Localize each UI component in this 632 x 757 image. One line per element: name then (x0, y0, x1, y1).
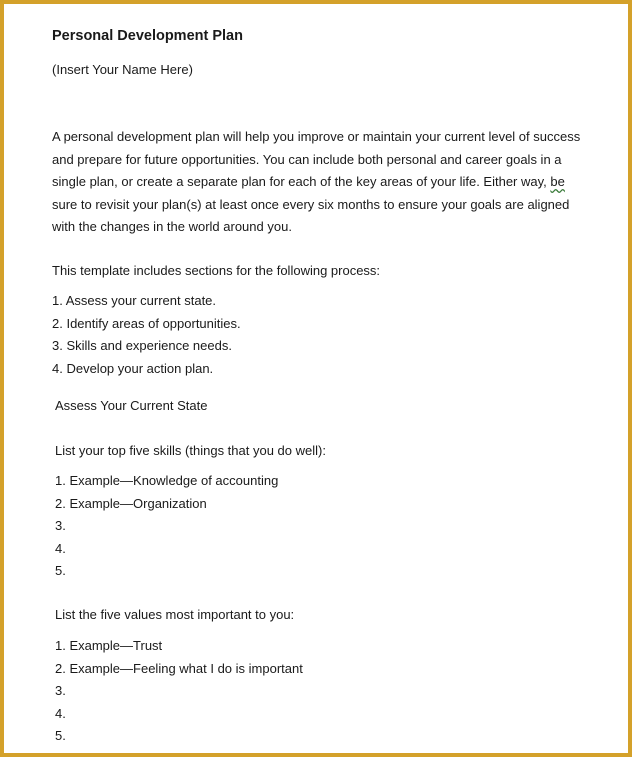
intro-paragraph (52, 126, 592, 239)
name-placeholder: (Insert Your Name Here) (52, 62, 193, 77)
values-prompt: List the five values most important to you: (55, 607, 295, 622)
process-step: 4. Develop your action plan. (52, 360, 214, 376)
skills-prompt: List your top five skills (things that you do well): (55, 443, 326, 458)
intro-line: A personal development plan will help you improve or maintain your current level of success (52, 129, 581, 144)
values-item: 5. (55, 728, 66, 743)
skills-item: 1. Example—Knowledge of accounting (55, 473, 279, 488)
process-step: 3. Skills and experience needs. (52, 338, 232, 353)
intro-line: sure to revisit your plan(s) at least once every six months to ensure your goals are aligned (52, 196, 570, 212)
skills-item: 2. Example—Organization (55, 495, 207, 511)
skills-item: 3. (55, 518, 66, 533)
intro-line: and prepare for future opportunities. You can include both personal and career goals in a (52, 151, 562, 167)
values-item: 2. Example—Feeling what I do is important (55, 660, 303, 676)
skills-item: 4. (55, 540, 66, 556)
skills-list (55, 470, 278, 583)
values-item: 1. Example—Trust (55, 638, 163, 653)
intro-line: with the changes in the world around you. (52, 219, 292, 234)
process-step: 2. Identify areas of opportunities. (52, 315, 241, 331)
section-heading: Assess Your Current State (55, 398, 208, 413)
values-item: 3. (55, 683, 66, 698)
values-item: 4. (55, 705, 66, 721)
intro-line-text: single plan, or create a separate plan for each of the key areas of your life. Either way, (52, 174, 547, 189)
process-step: 1. Assess your current state. (52, 293, 217, 308)
process-steps-list (52, 290, 241, 380)
document-title: Personal Development Plan (52, 28, 243, 44)
intro-line (52, 171, 592, 194)
process-lead: This template includes sections for the following process: (52, 263, 381, 278)
spellcheck-word: be (550, 174, 565, 189)
values-list (55, 635, 303, 748)
skills-item: 5. (55, 563, 66, 578)
